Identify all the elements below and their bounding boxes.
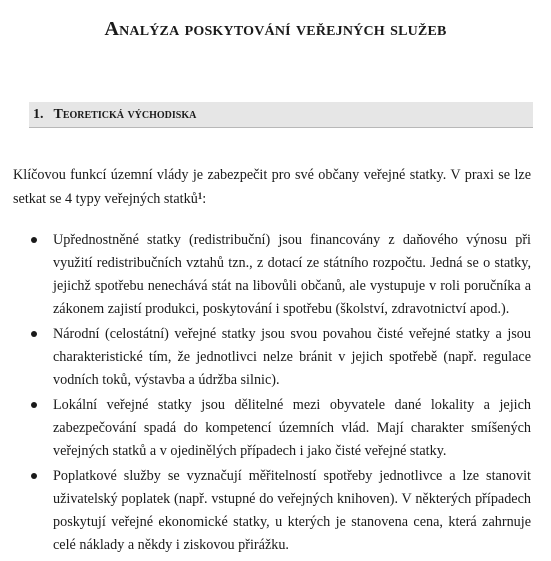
bullet-text: Upřednostněné statky (redistribuční) jsou financovány z daňového výnosu při využití redistribučních vztahů tzn., z dotací ze státního rozpočtu. Jedná se o statky, jejichž spotřebu nenechává stát na libovůli občanů, ale vystupuje v roli poručníka a zákonem zajistí produkci, poskytování i spotřebu (školství, zdravotnictví apod.). xyxy=(53,232,531,317)
bullet-icon xyxy=(31,473,37,479)
intro-text: Klíčovou funkcí územní vlády je zabezpečit pro své občany veřejné statky. V praxi se lze setkat se 4 typy veřejných statků xyxy=(13,167,531,207)
bullet-icon xyxy=(31,237,37,243)
section-number: 1. xyxy=(33,106,44,122)
bullet-icon xyxy=(31,402,37,408)
document-title xyxy=(0,18,551,41)
bullet-text: Poplatkové služby se vyznačují měřitelností spotřeby jednotlivce a lze stanovit uživatelský poplatek (např. vstupné do veřejných knihoven). V některých případech poskytují veřejné ekonomické statky, u kterých je stanovena cena, která zahrnuje celé náklady a někdy i ziskovou přirážku. xyxy=(53,468,531,553)
bullet-text: Lokální veřejné statky jsou dělitelné mezi obyvatele dané lokality a jejich zabezpečování spadá do kompetencí územních vlád. Mají charakter smíšených veřejných statků a v ojedinělých případech i jako čisté veřejné statky. xyxy=(53,397,531,459)
footnote-reference[interactable]: 1 xyxy=(197,191,203,201)
bullet-item-fee-services xyxy=(27,465,531,557)
bullet-item-national xyxy=(27,323,531,392)
intro-suffix: : xyxy=(202,191,207,207)
section-heading xyxy=(29,102,533,128)
bullet-text: Národní (celostátní) veřejné statky jsou svou povahou čisté veřejné statky a jsou charakteristické tím, že jednotlivci nelze bránit v jejich spotřebě (např. regulace vodních toků, výstavba a údržba silnic). xyxy=(53,326,531,388)
bullet-list xyxy=(27,229,531,559)
section-title: Teoretická východiska xyxy=(53,106,197,122)
document-title-text: Analýza poskytování veřejných služeb xyxy=(104,18,447,40)
bullet-icon xyxy=(31,331,37,337)
bullet-item-local xyxy=(27,394,531,463)
bullet-item-redistribution xyxy=(27,229,531,321)
intro-paragraph xyxy=(13,163,531,211)
